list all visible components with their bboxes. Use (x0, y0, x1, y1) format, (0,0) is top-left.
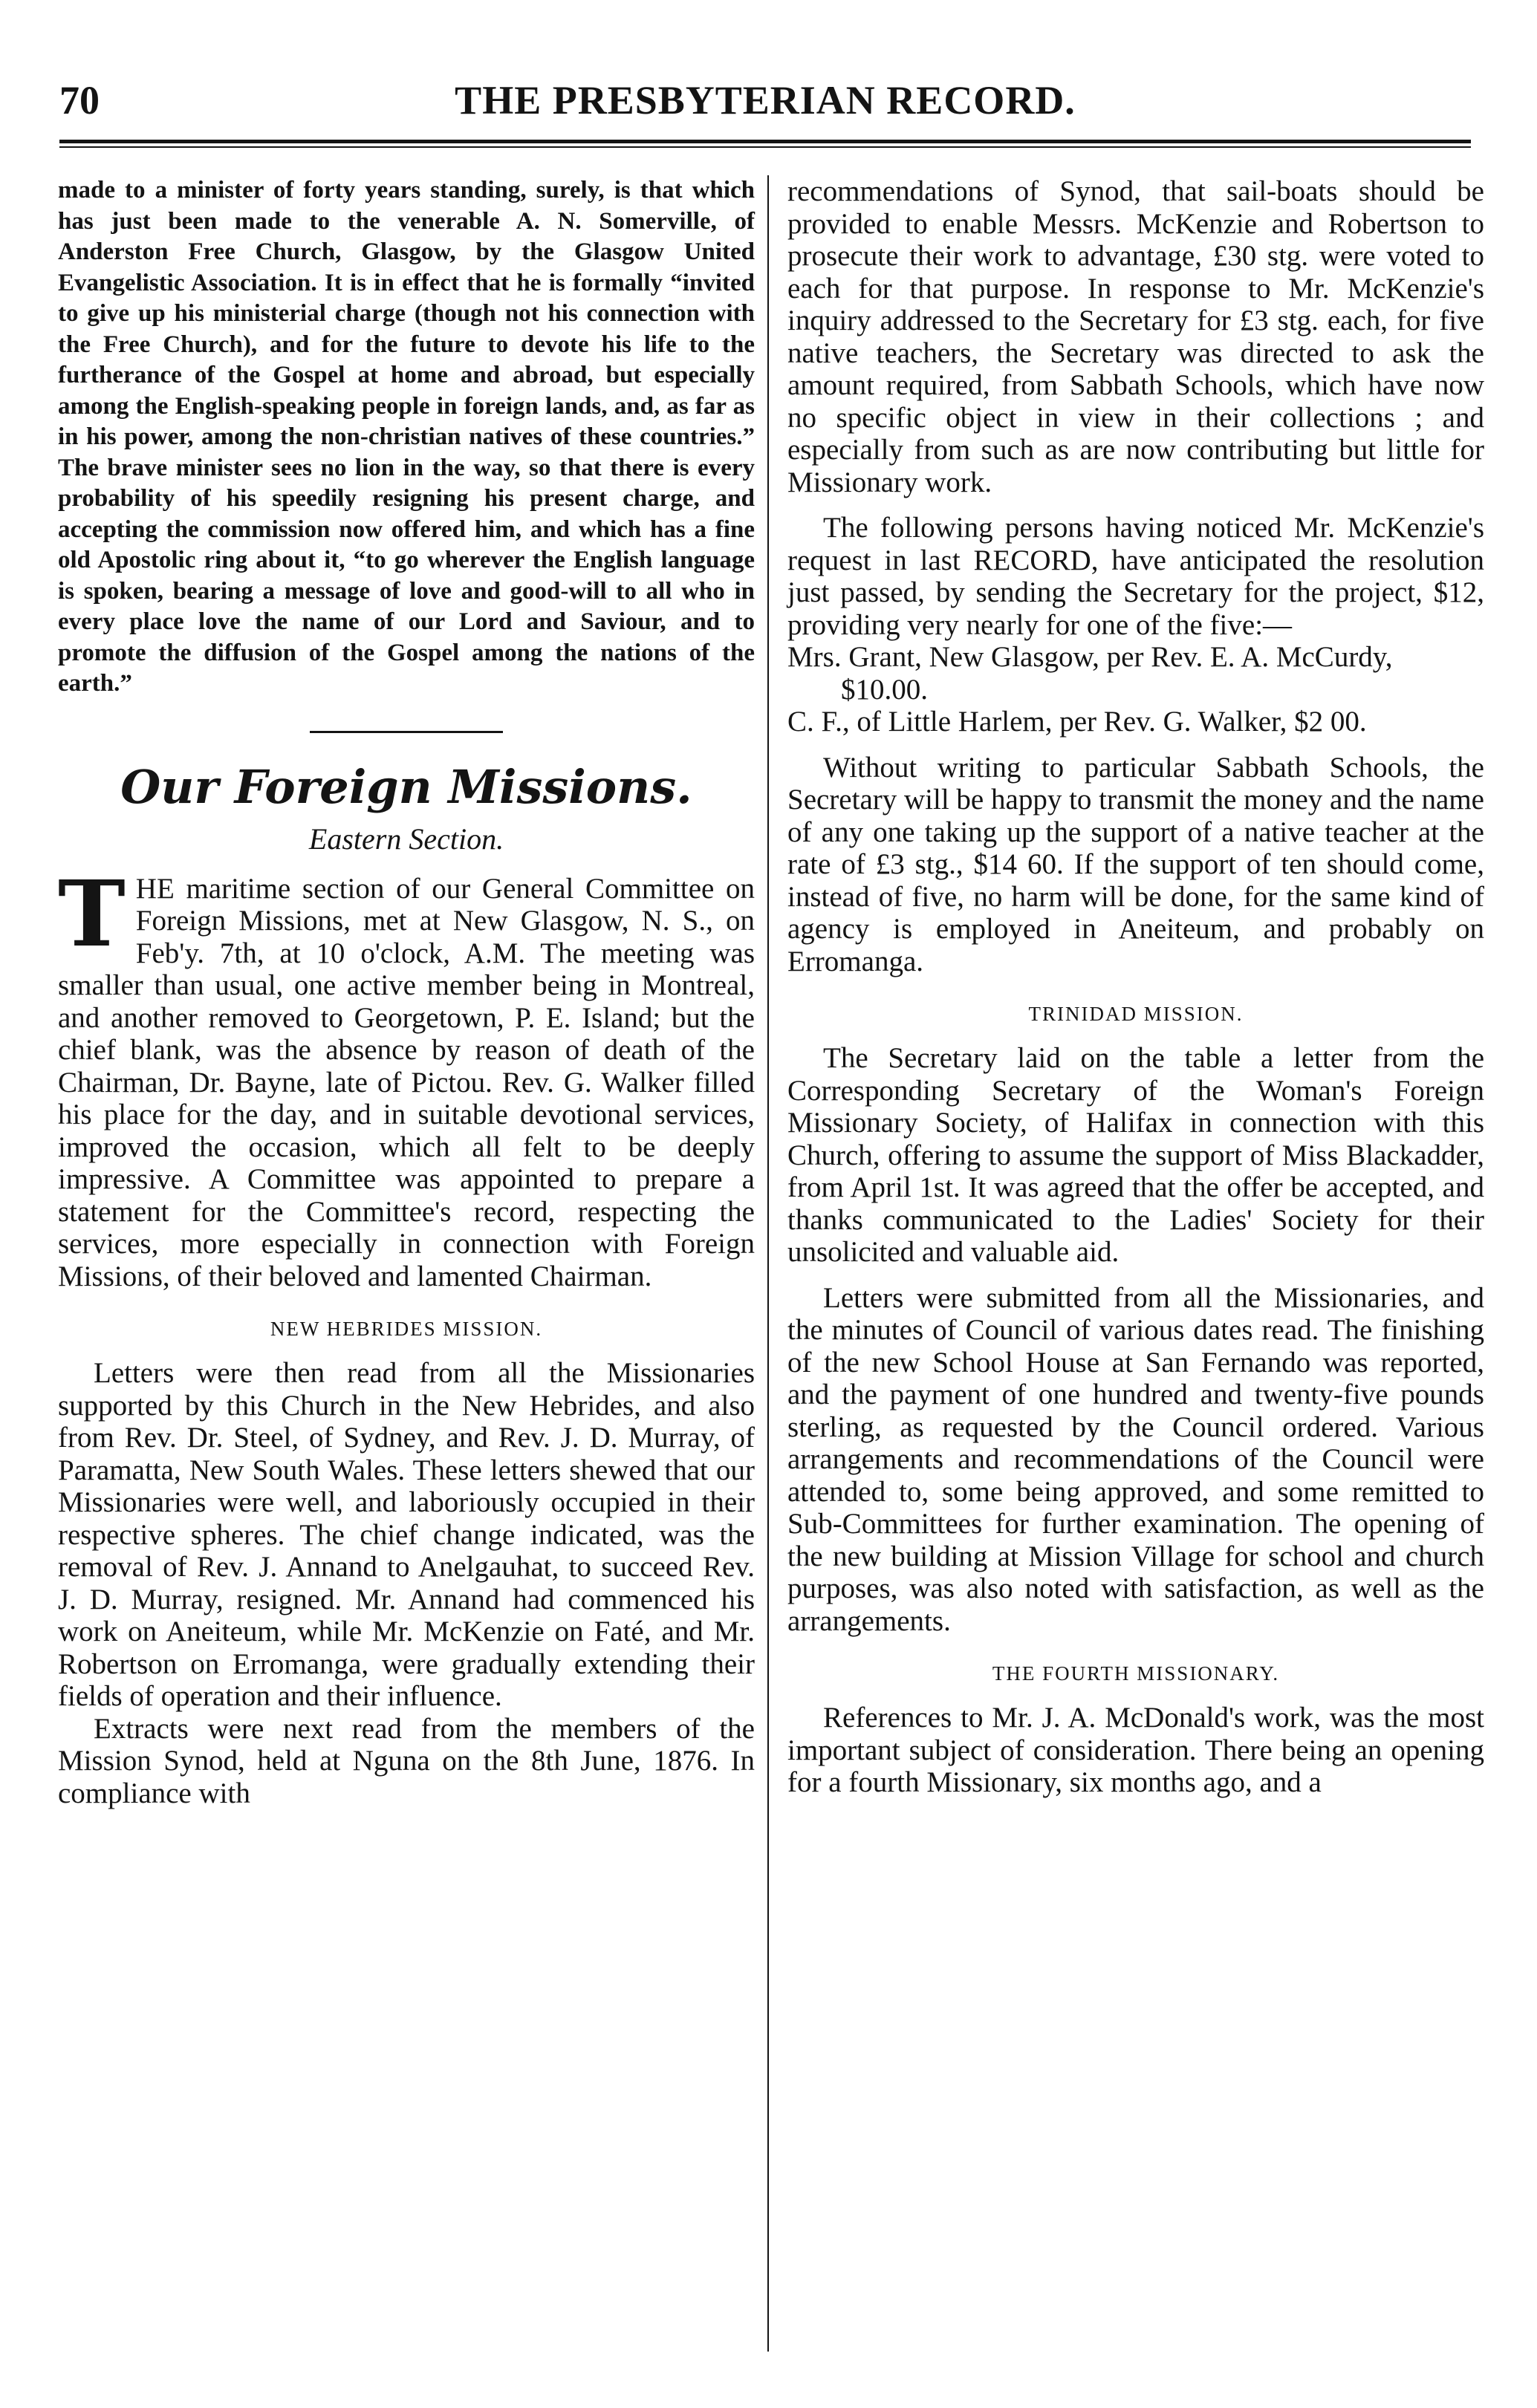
article-paragraph-trinidad-minutes: Letters were submitted from all the Missionaries, and the minutes of Council of various dates read. The finishing of the new School House at San Fernando was reported, and the payment of one hundred and twenty-five pounds sterling, as requested by the Council ordered. Various arrangements and recommendations of the Council were attended to, some being approved, and some remitted to Sub-Committees for further examination. The opening of the new building at Mission Village for school and church purposes, was also noted with satisfaction, as well as the arrangements. (787, 1281, 1484, 1637)
right-column (787, 175, 1484, 1799)
article-paragraph-trinidad-letter: The Secretary laid on the table a letter from the Corresponding Secretary of the Woman's Foreign Missionary Society, of Halifax in connection with this Church, offering to assume the support of Miss Blackadder, from April 1st. It was agreed that the offer be accepted, and thanks communicated to the Ladies' Society for their unsolicited and valuable aid. (787, 1042, 1484, 1268)
subhead-new-hebrides: NEW HEBRIDES MISSION. (270, 1318, 543, 1340)
section-subtitle: Eastern Section. (308, 821, 504, 856)
intro-paragraph: made to a minister of forty years standing, surely, is that which has just been made to the venerable A. N. Somerville, of Anderston Free Church, Glasgow, by the Glasgow United Evangelistic Association. It is in effect that he is formally “invited to give up his ministerial charge (though not his connection with the Free Church), and for the future to devote his life to the furtherance of the Gospel at home and abroad, but especially among the English-speaking people in foreign lands, and, as far as in his power, among the non-christian natives of these countries.” The brave minister sees no lion in the way, so that there is every probability of his speedily resigning his present charge, and accepting the commission now offered him, and which has a fine old Apostolic ring about it, “to go wherever the English language is spoken, bearing a message of love and good-will to all who in every place love the name of our Lord and Saviour, and to promote the diffusion of the Gospel among the nations of the earth.” (58, 177, 755, 697)
page-header (59, 77, 1471, 137)
running-title: THE PRESBYTERIAN RECORD. (455, 78, 1076, 123)
article-paragraph-teachers: Without writing to particular Sabbath Schools, the Secretary will be happy to transmit the money and the name of any one taking up the support of a native teacher at the rate of £3 stg., $14 60. If the support of ten should come, instead of five, no harm will be done, for the same kind of agency is employed in Aneiteum, and probably on Erromanga. (787, 751, 1484, 977)
article-paragraph-extracts: Extracts were next read from the members of the Mission Synod, held at Nguna on the 8th June, 1876. In compliance with (58, 1712, 755, 1809)
donor-entry: C. F., of Little Harlem, per Rev. G. Walker, $2 00. (787, 706, 1367, 738)
section-divider (310, 731, 503, 733)
subhead-fourth-missionary: THE FOURTH MISSIONARY. (992, 1662, 1280, 1685)
article-paragraph-letters: Letters were then read from all the Missionaries supported by this Church in the New Hebrides, and also from Rev. Dr. Steel, of Sydney, and Rev. J. D. Murray, of Paramatta, New South Wales. These letters shewed that our Missionaries were well, and laboriously occupied in their respective spheres. The chief change indicated, was the removal of Rev. J. Annand to Anelgauhat, to succeed Rev. J. D. Murray, resigned. Mr. Annand had commenced his work on Aneiteum, while Mr. McKenzie on Faté, and Mr. Robertson on Erromanga, were gradually extending their fields of operation and their influence. (58, 1357, 755, 1712)
subhead-trinidad: TRINIDAD MISSION. (1028, 1003, 1244, 1025)
header-rule (59, 140, 1471, 143)
left-column (58, 175, 755, 1809)
header-rule-thin (59, 146, 1471, 148)
page-number: 70 (59, 78, 100, 123)
section-title: Our Foreign Missions. (120, 759, 692, 814)
article-paragraph-synod: recommendations of Synod, that sail-boats should be provided to enable Messrs. McKenzie and Robertson to prosecute their work to advantage, £30 stg. were voted to each for that purpose. In response to Mr. McKenzie's inquiry addressed to the Secretary for £3 stg. each, for five native teachers, the Secretary was directed to ask the amount required, from Sabbath Schools, which have now no specific object in view in their collections ; and especially from such as are now contributing but little for Missionary work. (787, 175, 1484, 498)
drop-cap: T (58, 859, 126, 967)
article-paragraph-opening (58, 859, 755, 1293)
opening-text: HE maritime section of our General Committee on Foreign Missions, met at New Glasgow, N. S., on Feb'y. 7th, at 10 o'clock, A.M. The meeting was smaller than usual, one active member being in Montreal, and another removed to Georgetown, P. E. Island; but the chief blank, was the absence by reason of death of the Chairman, Dr. Bayne, late of Pictou. Rev. G. Walker filled his place for the day, and in suitable devotional services, improved the occasion, which all felt to be deeply impressive. A Committee was appointed to prepare a statement for the Committee's record, respecting the services, more especially in connection with Foreign Missions, of their beloved and lamented Chairman. (58, 872, 755, 1292)
article-paragraph-donors: The following persons having noticed Mr. McKenzie's request in last RECORD, have anticipated the resolution just passed, by sending the Secretary for the project, $12, providing very nearly for one of the five:— (787, 512, 1484, 641)
article-paragraph-fourth-missionary: References to Mr. J. A. McDonald's work, was the most important subject of consideration. There being an opening for a fourth Missionary, six months ago, and a (787, 1702, 1484, 1798)
donor-entry: Mrs. Grant, New Glasgow, per Rev. E. A. McCurdy, $10.00. (787, 641, 1393, 706)
column-divider (767, 175, 769, 2352)
